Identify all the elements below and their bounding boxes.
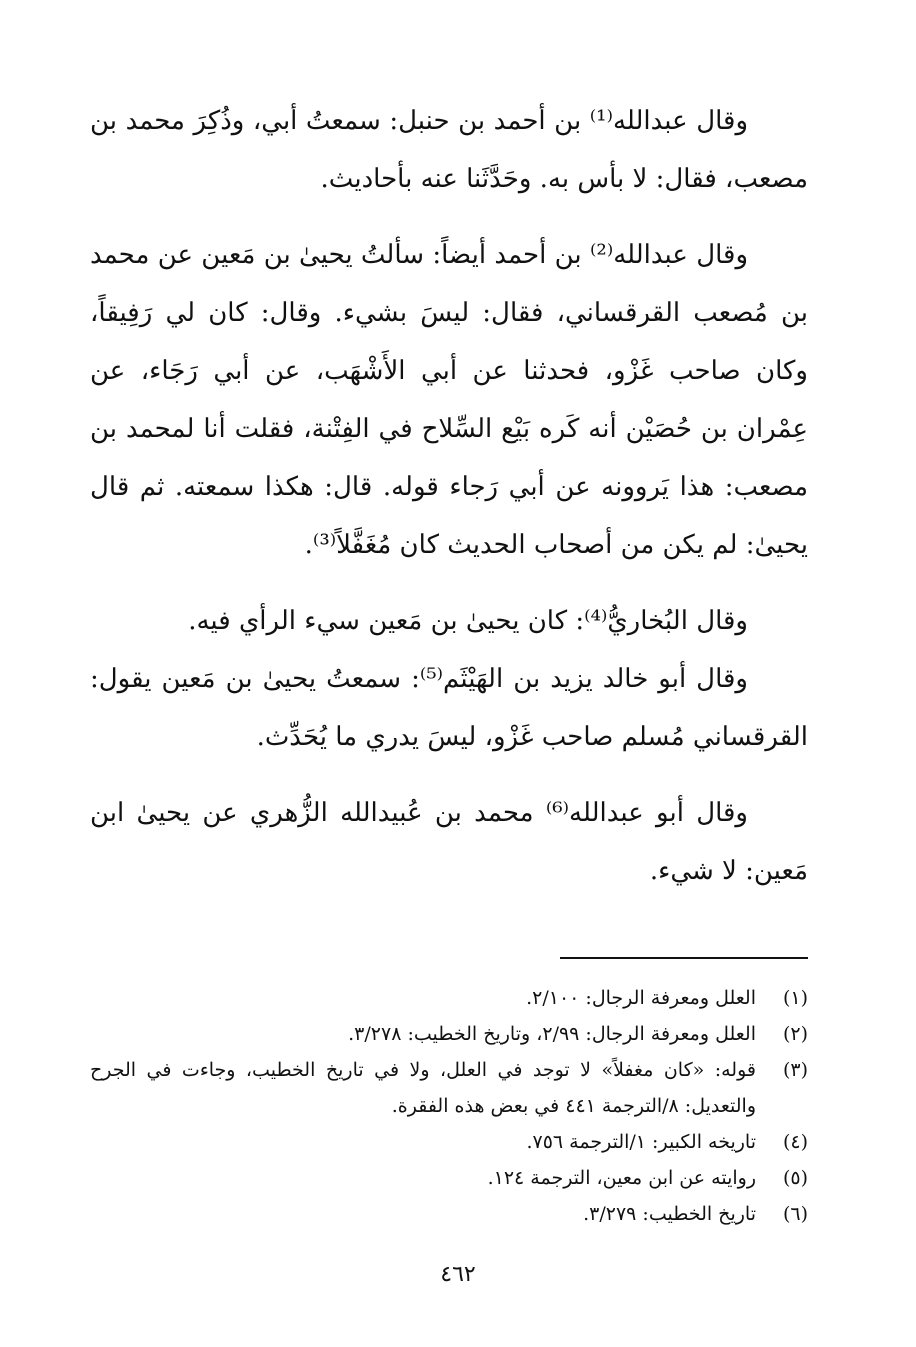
paragraph-3: وقال البُخاريُّ⁽⁴⁾: كان يحيىٰ بن مَعين سيء الرأي فيه. (188, 606, 748, 636)
paragraph-4: وقال أبو خالد يزيد بن الهَيْثَم⁽⁵⁾: سمعتُ يحيىٰ بن مَعين يقول: القرقساني مُسلم صاحب غَزْو، ليسَ يدري ما يُحَدِّث. (90, 664, 808, 752)
footnote-number: (٥) (782, 1167, 808, 1189)
footnote-4 (90, 1124, 808, 1160)
footnote-text: العلل ومعرفة الرجال: ٢/١٠٠. (526, 987, 756, 1009)
footnote-1 (90, 980, 808, 1016)
main-text (90, 92, 808, 900)
footnote-text: روايته عن ابن معين، الترجمة ١٢٤. (487, 1167, 756, 1189)
footnote-text: تاريخ الخطيب: ٣/٢٧٩. (583, 1203, 756, 1225)
footnote-divider (560, 957, 808, 959)
paragraph-5: وقال أبو عبدالله⁽⁶⁾ محمد بن عُبيدالله الزُّهري عن يحيىٰ ابن مَعين: لا شيء. (90, 798, 808, 886)
footnote-text: العلل ومعرفة الرجال: ٢/٩٩، وتاريخ الخطيب: ٣/٢٧٨. (348, 1023, 756, 1045)
footnote-text: تاريخه الكبير: ١/الترجمة ٧٥٦. (526, 1131, 756, 1153)
footnote-number: (٤) (782, 1131, 808, 1153)
page-number: ٤٦٢ (440, 1262, 476, 1287)
footnote-2 (90, 1016, 808, 1052)
footnote-number: (٦) (782, 1203, 808, 1225)
footnote-number: (٢) (782, 1023, 808, 1045)
footnote-6 (90, 1196, 808, 1232)
paragraph-2: وقال عبدالله⁽²⁾ بن أحمد أيضاً: سألتُ يحيىٰ بن مَعين عن محمد بن مُصعب القرقساني، فقال: ليسَ بشيء. وقال: كان لي رَفِيقاً، وكان صاحب غَزْو، فحدثنا عن أبي الأَشْهَب، عن أبي رَجَاء، عن عِمْران بن حُصَيْن أنه كَره بَيْع السِّلاح في الفِتْنة، فقلت أنا لمحمد بن مصعب: هذا يَروونه عن أبي رَجاء قوله. قال: هكذا سمعته. ثم قال يحيىٰ: لم يكن من أصحاب الحديث كان مُغَفَّلاً⁽³⁾. (90, 240, 808, 560)
footnotes (90, 980, 808, 1232)
footnote-3 (90, 1052, 808, 1124)
footnote-5 (90, 1160, 808, 1196)
footnote-number: (١) (782, 987, 808, 1009)
footnote-number: (٣) (782, 1059, 808, 1081)
footnote-text: قوله: «كان مغفلاً» لا توجد في العلل، ولا في تاريخ الخطيب، وجاءت في الجرح والتعديل: ٨/الترجمة ٤٤١ في بعض هذه الفقرة. (90, 1059, 756, 1117)
paragraph-1: وقال عبدالله⁽¹⁾ بن أحمد بن حنبل: سمعتُ أبي، وذُكِرَ محمد بن مصعب، فقال: لا بأس به. وحَدَّثَنا عنه بأحاديث. (90, 106, 808, 194)
